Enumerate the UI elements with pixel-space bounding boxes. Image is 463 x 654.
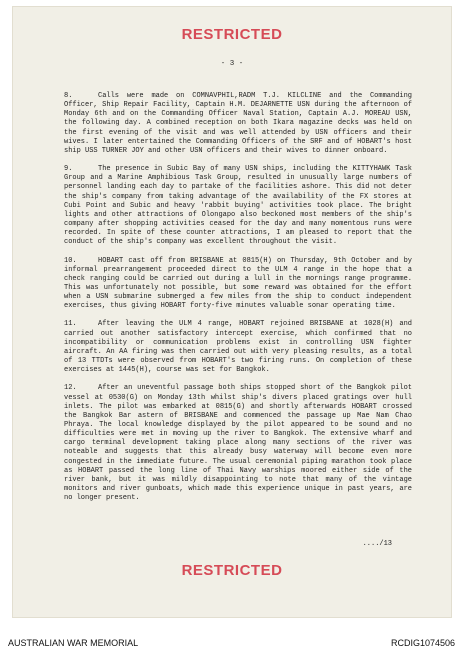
archive-reference: RCDIG1074506 xyxy=(390,638,455,648)
paragraph-9 xyxy=(64,165,412,247)
paragraph-number: 8. xyxy=(64,92,73,100)
paragraph-number: 12. xyxy=(64,384,77,393)
restricted-stamp-top: RESTRICTED xyxy=(181,26,283,43)
paragraph-text: HOBART cast off from BRISBANE at 0815(H) on Thursday, 9th October and by informal prearrangement proceeded direct to the ULM 4 range in the hope that a check ranging could be carried out during a lull in the mornings range programme. This was unfortunately not possible, but some reward was obtained for the effort when a USN submarine submerged a few miles from the ship to conduct independent exercises, thus giving HOBART forty-five minutes valuable sonar operating time. xyxy=(64,256,412,311)
paragraph-text: Calls were made on COMNAVPHIL,RADM T.J. KILCLINE and the Commanding Officer, Ship Repair Facility, Captain H.M. DEJARNETTE USN during the afternoon of Monday 6th and on the Commanding Officer Naval Station, Captain A.J. MOREAU USN, the following day. A combined reception on both Ikara magazine decks was held on the first evening of the visit and was well attended by USN officers and their wives. I later entertained the Commanding Officers of the SRF and of HOBART's host ship USS TURNER JOY and other USN officers and their wives to dinner onboard. xyxy=(64,92,412,155)
paragraph-text: After an uneventful passage both ships stopped short of the Bangkok pilot vessel at 0530(G) on Monday 13th whilst ship's divers placed gratings over hull inlets. The pilot was embarked at 0815(G) and shortly afterwards HOBART crossed the Bangkok Bar astern of BRISBANE and commenced the passage up Mae Nam Chao Phraya. The local knowledge displayed by the pilot appeared to be sound and no difficulties were met in moving up the river to Bangkok. The extensive wharf and cargo terminal development taking place along many sections of the river was noteable and suggests that this already busy waterway will become even more congested in the immediate future. The usual ceremonial piping marathon took place as HOBART passed the long line of Thai Navy warships moored either side of the river bank, but it was mildly disappointing to note that many of the vintage monitors and river gunboats, which made this experience unique in past years, are no longer present. xyxy=(64,384,412,503)
paragraph-8 xyxy=(64,92,412,156)
continuation-marker: ..../13 xyxy=(362,540,392,548)
document-page xyxy=(12,6,452,618)
document-body xyxy=(64,92,412,512)
archive-name: AUSTRALIAN WAR MEMORIAL xyxy=(8,638,139,648)
archive-footer xyxy=(0,632,463,654)
paragraph-text: After leaving the ULM 4 range, HOBART rejoined BRISBANE at 1028(H) and carried out another satisfactory intercept exercise, which confirmed that no incompatibility or communication problems exist in controlling USN fighter aircraft. An AA firing was then carried out with very pleasing results, as a total of 13 TTDTs were observed from HOBART's two firing runs. On completion of these exercises at 1445(H), course was set for Bangkok. xyxy=(64,320,412,375)
paragraph-number: 9. xyxy=(64,165,73,174)
restricted-stamp-bottom: RESTRICTED xyxy=(181,562,283,579)
page-number: - 3 - xyxy=(220,60,244,68)
paragraph-number: 10. xyxy=(64,256,77,265)
paragraph-text: The presence in Subic Bay of many USN ships, including the KITTYHAWK Task Group and a Marine Amphibious Task Group, resulted in unusually large numbers of personnel landing each day to partake of the facilities ashore. This did not deter the ship's company from taking advantage of the availability of the FX stores at Cubi Point and Subic and heavy 'rabbit buying' activities took place. The bright lights and other attractions of Olongapo also beckoned most members of the ship's company after shopping activities ceased for the day and many momentous runs were recorded. In spite of these counter attractions, I am pleased to report that the conduct of the ship's company was excellent throughout the visit. xyxy=(64,165,412,247)
paragraph-12 xyxy=(64,384,412,503)
paragraph-10 xyxy=(64,257,412,312)
paragraph-number: 11. xyxy=(64,320,77,329)
paragraph-11 xyxy=(64,320,412,375)
